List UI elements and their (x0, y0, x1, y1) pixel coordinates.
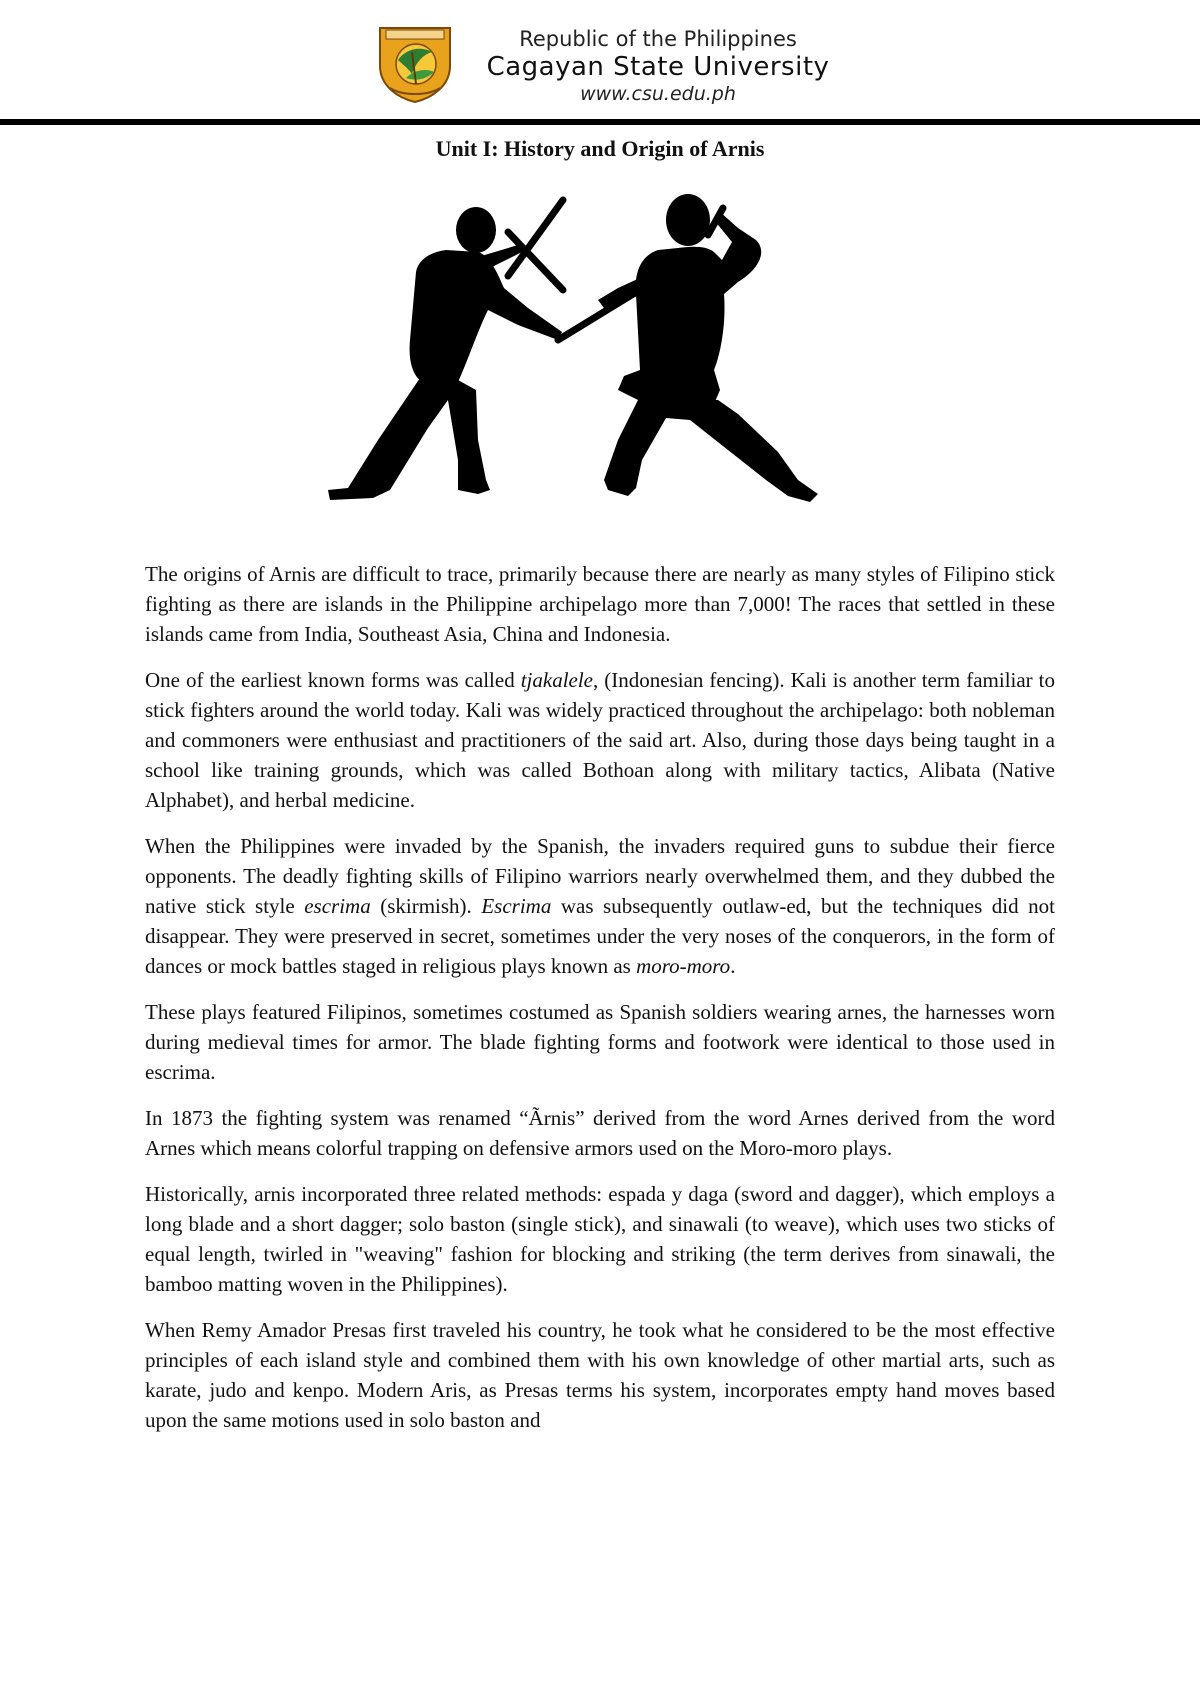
paragraph-renamed: In 1873 the fighting system was renamed “Ãrnis” derived from the word Arnes derived from the word Arnes which means colorful trapping on defensive armors used on the Moro-moro plays. (145, 1106, 1055, 1160)
header-divider (0, 119, 1200, 125)
unit-title: Unit I: History and Origin of Arnis (435, 136, 765, 161)
header-university-name: Cagayan State University (486, 52, 830, 82)
arnis-fighters-silhouette-icon (318, 190, 888, 540)
paragraph-earliest-forms: One of the earliest known forms was called tjakalele, (Indonesian fencing). Kali is another term familiar to stick fighters around the world today. Kali was widely practiced throughout the archipelago: both nobleman and commoners were enthusiast and practitioners of the said art. Also, during those days being taught in a school like training grounds, which was called Bothoan along with military tactics, Alibata (Native Alphabet), and herbal medicine. (145, 668, 1056, 812)
document-header (0, 0, 1200, 128)
header-website-link[interactable]: www.csu.edu.ph (580, 83, 736, 105)
paragraph-origins: The origins of Arnis are difficult to trace, primarily because there are nearly as many styles of Filipino stick fighting as there are islands in the Philippine archipelago more than 7,000! The races that settled in these islands came from India, Southeast Asia, China and Indonesia. (145, 562, 1055, 646)
university-seal-icon (376, 22, 454, 104)
paragraph-spanish-invasion: When the Philippines were invaded by the Spanish, the invaders required guns to subdue their fierce opponents. The deadly fighting skills of Filipino warriors nearly overwhelmed them, and they dubbed the native stick style escrima (skirmish). Escrima was subsequently outlaw-ed, but the techniques did not disappear. They were preserved in secret, sometimes under the very noses of the conquerors, in the form of dances or mock battles staged in religious plays known as moro-moro. (145, 834, 1055, 978)
paragraph-plays: These plays featured Filipinos, sometimes costumed as Spanish soldiers wearing arnes, the harnesses worn during medieval times for armor. The blade fighting forms and footwork were identical to those used in escrima. (145, 1000, 1055, 1084)
paragraph-presas: When Remy Amador Presas first traveled his country, he took what he considered to be the most effective principles of each island style and combined them with his own knowledge of other martial arts, such as karate, judo and kenpo. Modern Aris, as Presas terms his system, incorporates empty hand moves based upon the same motions used in solo baston and (145, 1318, 1055, 1432)
paragraph-methods: Historically, arnis incorporated three related methods: espada y daga (sword and dagger), which employs a long blade and a short dagger; solo baston (single stick), and sinawali (to weave), which uses two sticks of equal length, twirled in "weaving" fashion for blocking and striking (the term derives from sinawali, the bamboo matting woven in the Philippines). (145, 1182, 1055, 1296)
header-republic-line: Republic of the Philippines (519, 27, 797, 51)
body-text (145, 559, 1055, 1451)
